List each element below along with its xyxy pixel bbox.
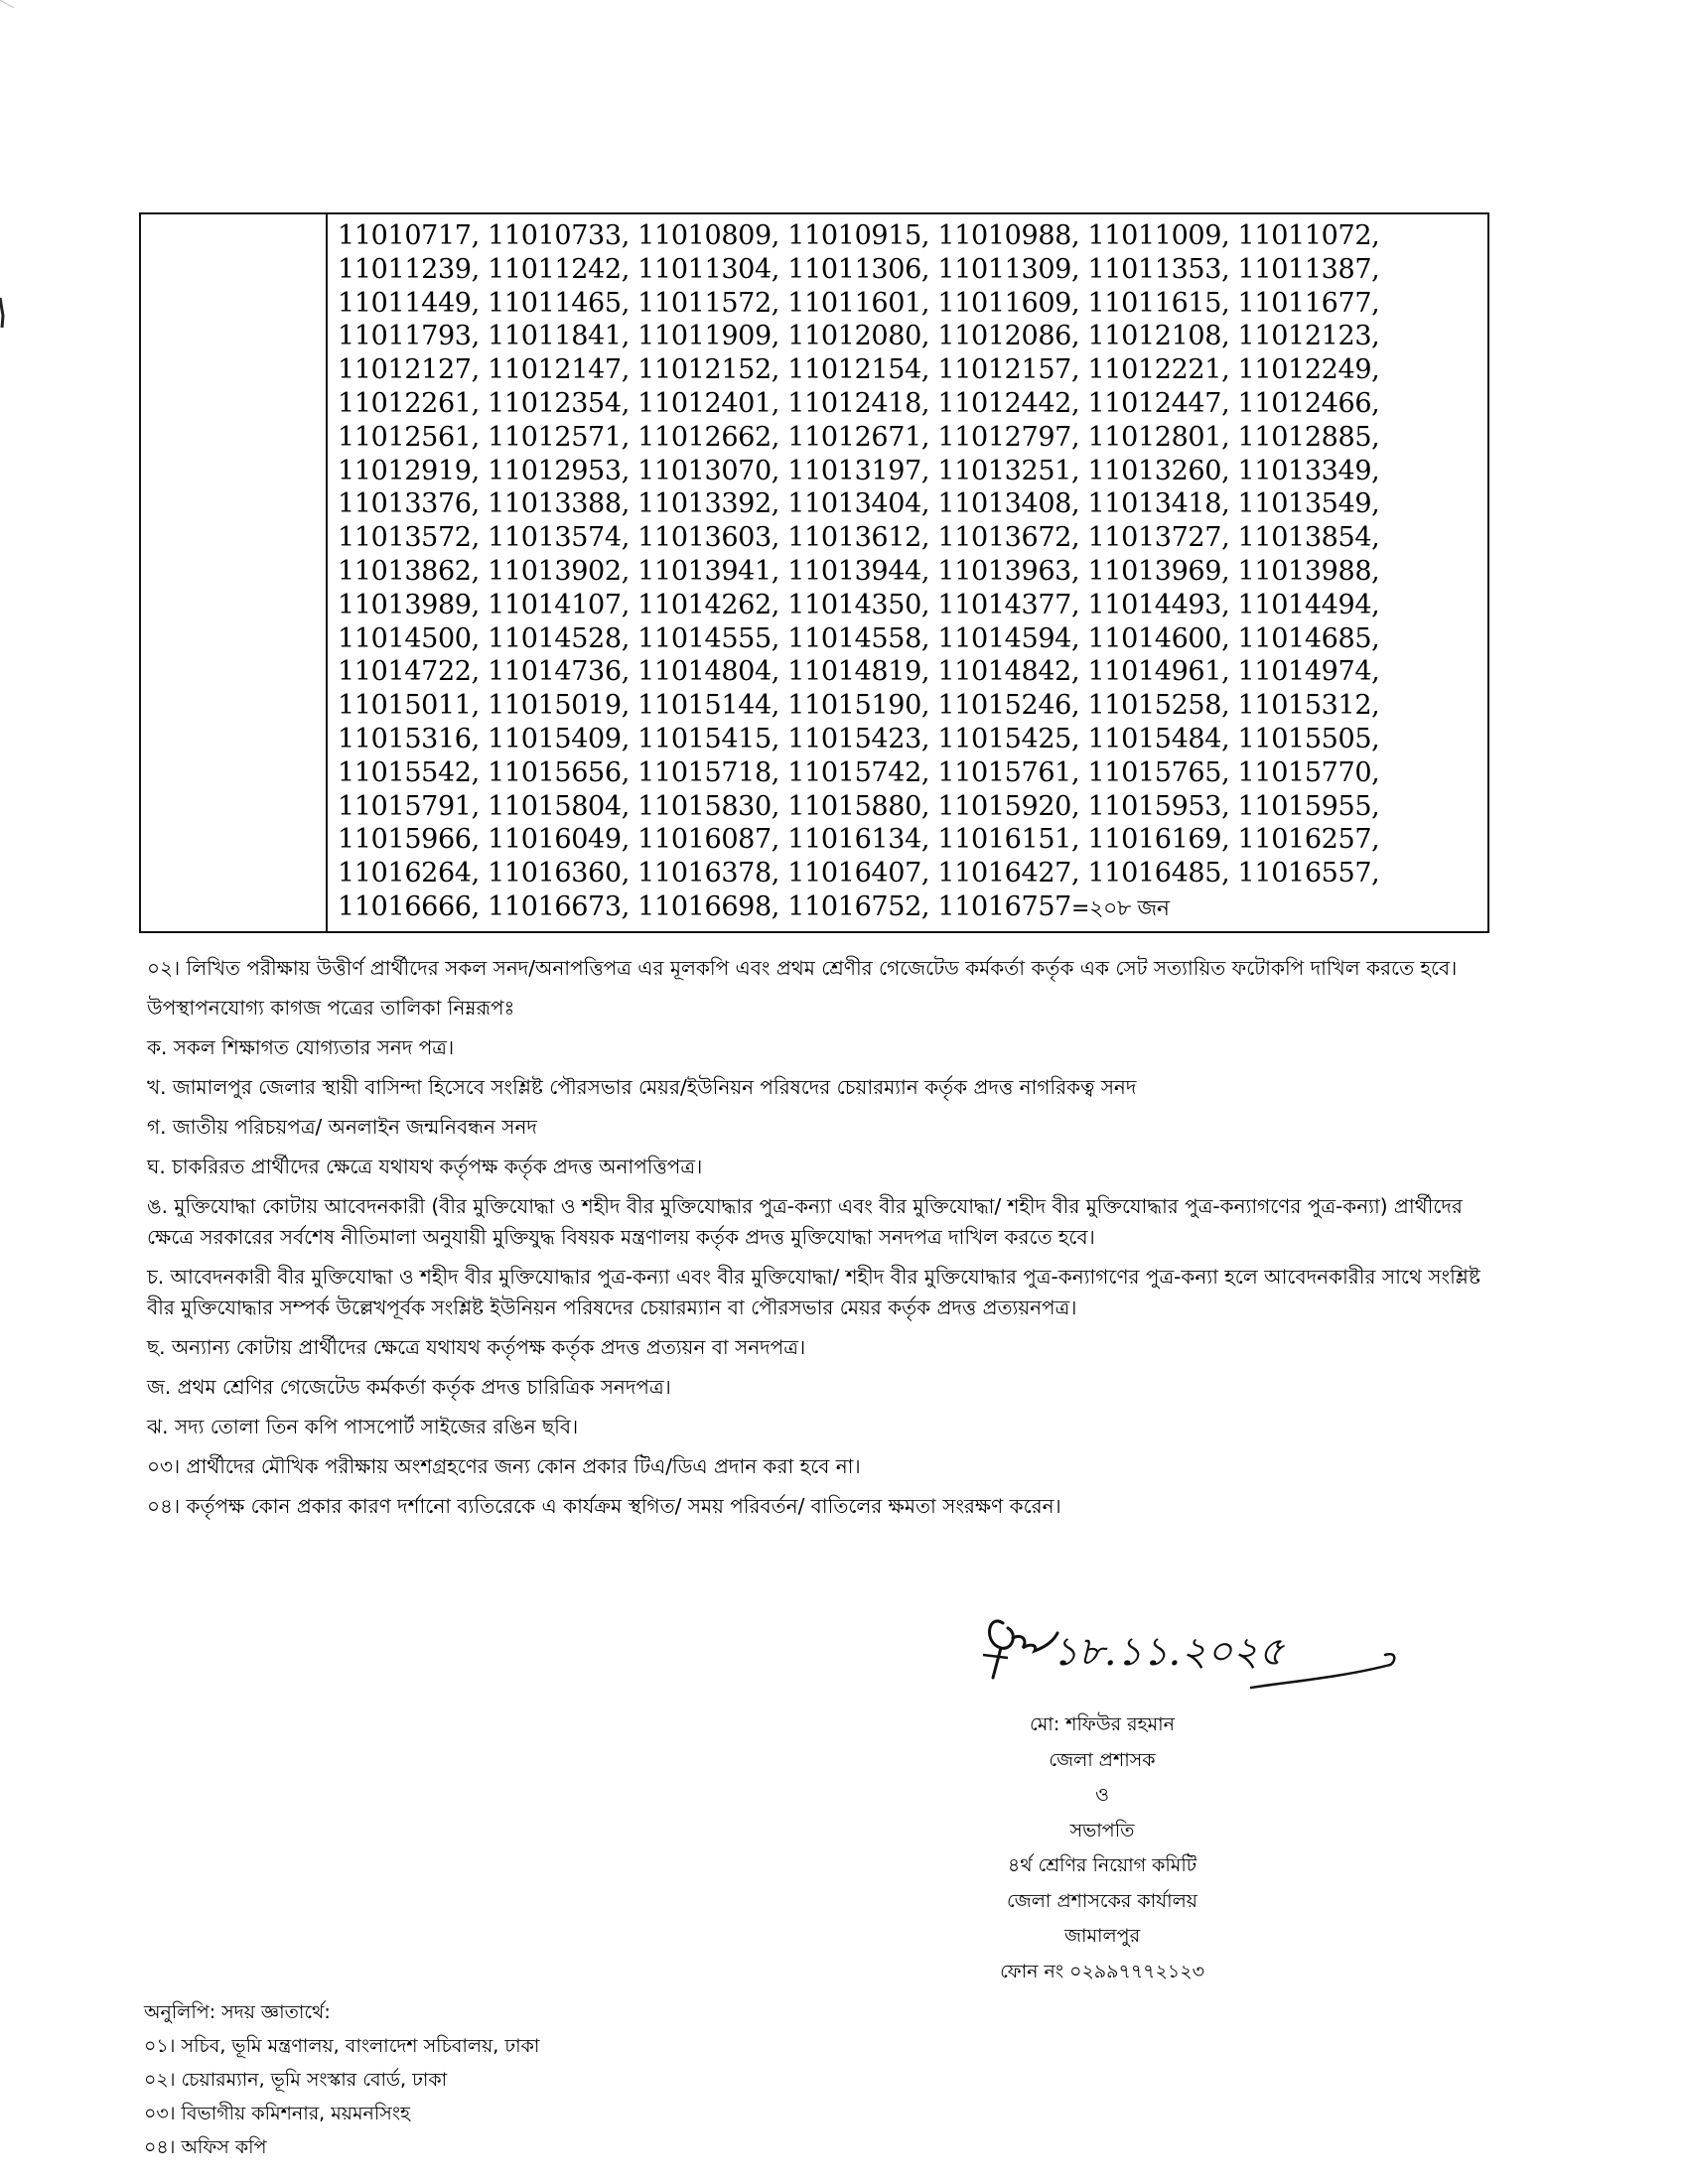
roll-line: 11015011, 11015019, 11015144, 11015190, 11015246, 11015258, 11015312, [338, 690, 1380, 722]
signature-date: ১৮.১১.২০২৫ [1053, 1629, 1285, 1675]
list-item-jha: ঝ. সদ্য তোলা তিন কপি পাসপোর্ট সাইজের রঙিন ছবি। [147, 1415, 579, 1438]
roll-line: 11012261, 11012354, 11012401, 11012418, 11012442, 11012447, 11012466, [338, 387, 1380, 419]
roll-line: 11015791, 11015804, 11015830, 11015880, 11015920, 11015953, 11015955, [338, 790, 1380, 822]
list-item-chha: ছ. অন্যান্য কোটায় প্রার্থীদের ক্ষেত্রে যথাযথ কর্তৃপক্ষ কর্তৃক প্রদত্ত প্রত্যয়ন বা সনদপত্র। [147, 1335, 806, 1359]
instructions-section [147, 953, 1497, 1531]
roll-line: 11011449, 11011465, 11011572, 11011601, 11011609, 11011615, 11011677, [338, 287, 1380, 319]
roll-line: 11013862, 11013902, 11013941, 11013944, 11013963, 11013969, 11013988, [338, 555, 1380, 587]
signature-block [953, 1707, 1251, 1989]
signatory-name: মো: শফিউর রহমান [1030, 1713, 1175, 1735]
list-item-gha: ঘ. চাকরিরত প্রার্থীদের ক্ষেত্রে যথাযথ কর্তৃপক্ষ কর্তৃক প্রদত্ত অনাপত্তিপত্র। [147, 1155, 703, 1178]
roll-line: 11015316, 11015409, 11015415, 11015423, 11015425, 11015484, 11015505, [338, 723, 1380, 754]
copy-item: ০১। সচিব, ভূমি মন্ত্রণালয়, বাংলাদেশ সচিবালয়, ঢাকা [144, 2035, 540, 2057]
list-item-ja: জ. প্রথম শ্রেণির গেজেটেড কর্মকর্তা কর্তৃক প্রদত্ত চারিত্রিক সনদপত্র। [147, 1375, 671, 1399]
copy-item: ০২। চেয়ারম্যান, ভূমি সংস্কার বোর্ড, ঢাকা [144, 2069, 448, 2091]
roll-line-last [338, 890, 1479, 924]
paragraph-02: ০২। লিখিত পরীক্ষায় উত্তীর্ণ প্রার্থীদের সকল সনদ/অনাপত্তিপত্র এর মূলকপি এবং প্রথম শ্রেণীর গেজেটেড কর্মকর্তা কর্তৃক এক সেট সত্যায়িত ফটোকপি দাখিল করতে হবে। [147, 956, 1458, 980]
signatory-office: জেলা প্রশাসকের কার্যালয় [1007, 1889, 1197, 1912]
copy-item: ০৩। বিভাগীয় কমিশনার, ময়মনসিংহ [144, 2103, 411, 2124]
document-list-heading: উপস্থাপনযোগ্য কাগজ পত্রের তালিকা নিম্নরূপঃ [147, 996, 515, 1020]
signatory-district: জামালপুর [1063, 1925, 1141, 1947]
handwritten-signature [983, 1603, 1410, 1703]
signatory-role: সভাপতি [1069, 1819, 1135, 1842]
roll-line: 11012919, 11012953, 11013070, 11013197, 11013251, 11013260, 11013349, [338, 455, 1380, 486]
roll-line: 11014500, 11014528, 11014555, 11014558, 11014594, 11014600, 11014685, [338, 622, 1380, 654]
roll-line: 11012127, 11012147, 11012152, 11012154, 11012157, 11012221, 11012249, [338, 354, 1380, 386]
paragraph-03: ০৩। প্রার্থীদের মৌখিক পরীক্ষায় অংশগ্রহণের জন্য কোন প্রকার টিএ/ডিএ প্রদান করা হবে না। [147, 1454, 861, 1478]
roll-line: 11014722, 11014736, 11014804, 11014819, 11014842, 11014961, 11014974, [338, 656, 1380, 688]
signatory-designation: জেলা প্রশাসক [1049, 1748, 1156, 1771]
copy-item: ০৪। অফিস কপি [144, 2136, 267, 2158]
list-item-ka: ক. সকল শিক্ষাগত যোগ্যতার সনদ পত্র। [147, 1035, 455, 1059]
roll-line: 11011793, 11011841, 11011909, 11012080, 11012086, 11012108, 11012123, [338, 321, 1380, 352]
list-item-kha: খ. জামালপুর জেলার স্থায়ী বাসিন্দা হিসেবে সংশ্লিষ্ট পৌরসভার মেয়র/ইউনিয়ন পরিষদের চেয়ারম্যান কর্তৃক প্রদত্ত নাগরিকত্ব সনদ [147, 1075, 1137, 1099]
table-left-column [141, 214, 328, 931]
roll-number-list [338, 219, 1479, 924]
list-item-uma: ঙ. মুক্তিযোদ্ধা কোটায় আবেদনকারী (বীর মুক্তিযোদ্ধা ও শহীদ বীর মুক্তিযোদ্ধার পুত্র-কন্যা এবং বীর মুক্তিযোদ্ধা/ শহীদ বীর মুক্তিযোদ্ধার পুত্র-কন্যাগণের পুত্র-কন্যা) প্রার্থীদের ক্ষেত্রে সরকারের সর্বশেষ নীতিমালা অনুযায়ী মুক্তিযুদ্ধ বিষয়ক মন্ত্রণালয় কর্তৃক প্রদত্ত মুক্তিযোদ্ধা সনদপত্র দাখিল করতে হবে। [147, 1194, 1463, 1249]
signatory-conjunction: ও [1095, 1784, 1109, 1806]
roll-line: 11010717, 11010733, 11010809, 11010915, 11010988, 11011009, 11011072, [338, 220, 1380, 251]
signatory-phone: ফোন নং ০২৯৯৭৭৭২১২৩ [1000, 1960, 1204, 1982]
roll-line: 11015966, 11016049, 11016087, 11016134, 11016151, 11016169, 11016257, [338, 824, 1380, 856]
roll-line: 11012561, 11012571, 11012662, 11012671, 11012797, 11012801, 11012885, [338, 421, 1380, 453]
copy-distribution [144, 1995, 839, 2164]
paragraph-04: ০৪। কর্তৃপক্ষ কোন প্রকার কারণ দর্শানো ব্যতিরেকে এ কার্যক্রম স্থগিত/ সময় পরিবর্তন/ বাতিলের ক্ষমতা সংরক্ষণ করেন। [147, 1494, 1061, 1518]
roll-line: 11013376, 11013388, 11013392, 11013404, 11013408, 11013418, 11013549, [338, 488, 1380, 520]
list-item-ga: গ. জাতীয় পরিচয়পত্র/ অনলাইন জন্মনিবন্ধন সনদ [147, 1115, 537, 1139]
roll-last-numbers: 11016666, 11016673, 11016698, 11016752, 11016757 [338, 890, 1071, 922]
scan-corner-mark [0, 0, 40, 338]
roll-total: =২০৮ জন [1071, 895, 1170, 921]
roll-line: 11013989, 11014107, 11014262, 11014350, 11014377, 11014493, 11014494, [338, 589, 1380, 620]
signatory-committee: ৪র্থ শ্রেণির নিয়োগ কমিটি [1007, 1854, 1197, 1876]
list-item-cha: চ. আবেদনকারী বীর মুক্তিযোদ্ধা ও শহীদ বীর মুক্তিযোদ্ধার পুত্র-কন্যা এবং বীর মুক্তিযোদ্ধা/ শহীদ বীর মুক্তিযোদ্ধার পুত্র-কন্যাগণের পুত্র-কন্যা হলে আবেদনকারীর সাথে সংশ্লিষ্ট বীর মুক্তিযোদ্ধার সম্পর্ক উল্লেখপূর্বক সংশ্লিষ্ট ইউনিয়ন পরিষদের চেয়ারম্যান বা পৌরসভার মেয়র কর্তৃক প্রদত্ত প্রত্যয়নপত্র। [147, 1265, 1480, 1319]
copy-heading: অনুলিপি: সদয় জ্ঞাতার্থে: [144, 2001, 331, 2023]
roll-line: 11013572, 11013574, 11013603, 11013612, 11013672, 11013727, 11013854, [338, 522, 1380, 554]
roll-line: 11011239, 11011242, 11011304, 11011306, 11011309, 11011353, 11011387, [338, 253, 1380, 285]
roll-line: 11016264, 11016360, 11016378, 11016407, 11016427, 11016485, 11016557, [338, 858, 1380, 889]
roll-number-table [139, 212, 1489, 933]
roll-line: 11015542, 11015656, 11015718, 11015742, 11015761, 11015765, 11015770, [338, 756, 1380, 788]
